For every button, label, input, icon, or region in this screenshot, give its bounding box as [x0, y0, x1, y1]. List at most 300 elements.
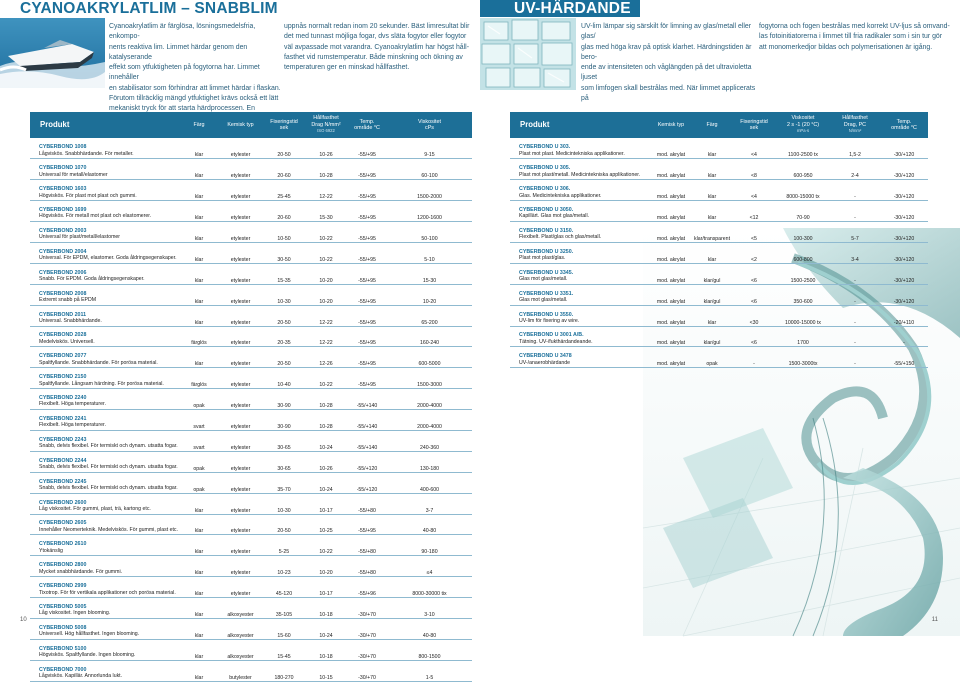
fixtime-cell: 30-50 — [263, 242, 305, 263]
visc-cell: 1500-2000 — [387, 180, 472, 201]
fixtime-cell: 30-90 — [263, 410, 305, 431]
fixtime-cell: <4 — [732, 180, 776, 201]
temp-cell: -30/+120 — [880, 284, 928, 305]
product-cell — [30, 347, 180, 368]
strength-cell: 10-28 — [305, 410, 347, 431]
table-row — [510, 284, 928, 305]
fixtime-cell: 10-30 — [263, 493, 305, 514]
strength-cell: 10-15 — [305, 660, 347, 681]
chemtype-cell: etylester — [218, 305, 263, 326]
strength-cell: 10-28 — [305, 159, 347, 180]
product-cell — [30, 263, 180, 284]
strength-label: Hållfasthet Drag N/mm² — [311, 115, 341, 128]
strength-cell: 10-18 — [305, 639, 347, 660]
strength-cell: 10-20 — [305, 263, 347, 284]
chemtype-cell: etylester — [218, 556, 263, 577]
color-cell: klar/gul — [692, 326, 732, 347]
strength-cell: 10-28 — [305, 389, 347, 410]
temp-cell: -55/+140 — [347, 410, 387, 431]
product-cell — [510, 242, 650, 263]
product-description: Ytokänslig — [39, 547, 63, 554]
fixtime-cell: 15-45 — [263, 639, 305, 660]
table-row — [30, 556, 472, 577]
visc-cell: 9-15 — [387, 138, 472, 159]
product-cell — [30, 639, 180, 660]
fixtime-cell: <6 — [732, 284, 776, 305]
strength-cell: 10-20 — [305, 284, 347, 305]
chemtype-cell: mod. akrylat — [650, 326, 692, 347]
product-cell — [30, 577, 180, 598]
table-row — [510, 347, 928, 368]
product-description: Flexibelt. Plast/glas och glas/metall. — [519, 234, 602, 241]
product-cell — [30, 201, 180, 222]
product-description: Snabb, delvis flexibel. För termiskt och dynam. utsatta fogar. — [39, 464, 178, 471]
table-row — [30, 222, 472, 243]
visc-cell: 1-5 — [387, 660, 472, 681]
fixtime-cell: 10-30 — [263, 284, 305, 305]
color-cell: klar — [692, 159, 732, 180]
product-cell — [510, 284, 650, 305]
product-cell — [30, 598, 180, 619]
color-cell: klar — [180, 660, 218, 681]
strength-cell: 10-22 — [305, 222, 347, 243]
visc-cell: 1100-2500 tx — [776, 138, 830, 159]
col-header-temp: Temp. område °C — [880, 112, 928, 138]
temp-cell: -55/+95 — [347, 326, 387, 347]
temp-cell: -30/+70 — [347, 660, 387, 681]
product-cell — [30, 556, 180, 577]
table-row — [30, 159, 472, 180]
product-description: Kapillärt. Glas mot glas/metall. — [519, 213, 590, 220]
page-title: CYANOAKRYLATLIM – SNABBLIM — [20, 0, 278, 17]
visc-cell: 240-360 — [387, 430, 472, 451]
chemtype-cell: mod. akrylat — [650, 201, 692, 222]
fixtime-cell: 15-35 — [263, 263, 305, 284]
visc-cell: 5-10 — [387, 242, 472, 263]
product-description: Låg viskositet. Ingen blooming. — [39, 610, 111, 617]
color-cell: klar — [180, 514, 218, 535]
fixtime-cell: 180-270 — [263, 660, 305, 681]
chemtype-cell: alkoxyester — [218, 639, 263, 660]
table-row — [30, 598, 472, 619]
col-header-fixtime: Fixeringstid sek — [263, 112, 305, 138]
color-cell: klar — [180, 263, 218, 284]
strength-cell: 10-25 — [305, 514, 347, 535]
visc-cell: 1500-3000 — [387, 368, 472, 389]
strength-cell: 12-26 — [305, 347, 347, 368]
temp-cell: -30/+120 — [880, 263, 928, 284]
strength-cell: 10-26 — [305, 138, 347, 159]
product-cell — [30, 284, 180, 305]
table-row — [30, 138, 472, 159]
col-header-product: Produkt — [30, 112, 180, 138]
product-description: Snabb, delvis flexibel. För termiskt och dynam. utsatta fogar. — [39, 485, 178, 492]
table-row — [30, 472, 472, 493]
chemtype-cell: etylester — [218, 472, 263, 493]
product-name: CYBERBOND 2028 — [39, 332, 87, 339]
fixtime-cell: <8 — [732, 159, 776, 180]
product-cell — [30, 410, 180, 431]
table-row — [510, 201, 928, 222]
product-name: CYBERBOND 2800 — [39, 562, 87, 569]
right-page — [480, 0, 960, 636]
fixtime-cell: 20-50 — [263, 514, 305, 535]
color-cell: klar — [180, 138, 218, 159]
product-name: CYBERBOND 1070 — [39, 165, 87, 172]
color-cell: klar/gul — [692, 263, 732, 284]
col-header-chemtype: Kemisk typ — [650, 112, 692, 138]
table-row — [30, 430, 472, 451]
visc-cell: 2000-4000 — [387, 410, 472, 431]
fixtime-cell: 20-60 — [263, 159, 305, 180]
product-description: Plast mot plast. Medicintekniska applikationer. — [519, 150, 625, 157]
product-cell — [30, 159, 180, 180]
visc-cell: 800-1500 — [387, 639, 472, 660]
temp-cell: -30/+70 — [347, 618, 387, 639]
page-number: 10 — [20, 617, 27, 623]
fixtime-cell: <12 — [732, 201, 776, 222]
page-title: UV-HÄRDANDE — [480, 0, 640, 17]
product-name: CYBERBOND U 3351. — [519, 290, 574, 297]
color-cell: svart — [180, 410, 218, 431]
col-header-color: Färg — [180, 112, 218, 138]
chemtype-cell: etylester — [218, 284, 263, 305]
temp-cell: -55/+80 — [347, 556, 387, 577]
col-header-temp: Temp. område °C — [347, 112, 387, 138]
product-cell — [510, 326, 650, 347]
color-cell: klar — [180, 284, 218, 305]
temp-cell: -55/+150 — [880, 347, 928, 368]
visc-cell: 600-800 — [776, 242, 830, 263]
visc-cell: 10-20 — [387, 284, 472, 305]
chemtype-cell: alkoxyester — [218, 598, 263, 619]
color-cell: klar — [180, 577, 218, 598]
fixtime-cell: 10-40 — [263, 368, 305, 389]
color-cell: klar — [180, 242, 218, 263]
chemtype-cell: etylester — [218, 451, 263, 472]
strength-cell: 10-18 — [305, 598, 347, 619]
chemtype-cell: butylester — [218, 660, 263, 681]
visc-cell: 1500-2500 — [776, 263, 830, 284]
strength-standard: ISO 6922 — [317, 128, 335, 134]
product-name: CYBERBOND U 3150. — [519, 227, 574, 234]
color-cell: opak — [692, 347, 732, 368]
color-cell: klar — [180, 556, 218, 577]
product-name: CYBERBOND U 3001 A/B. — [519, 332, 584, 339]
strength-cell: 2-4 — [830, 159, 880, 180]
table-row — [510, 326, 928, 347]
product-description: Flexibelt. Höga temperaturer. — [39, 422, 106, 429]
strength-cell: - — [830, 201, 880, 222]
intro-text-col1: Cyanoakrylatlim är färglösa, lösningsmedelsfria, enkompo- nents reaktiva lim. Limmet härdar genom den katalyserande effekt som ytfuktigheten på fogytorna har. Limmet innehåller en stabilisator som förhindrar att limmet härdar i flaskan. Förutom tillräcklig mängd ytfuktighet krävs också ett lätt mekaniskt tryck för att starta härdprocessen. En — [109, 23, 281, 113]
table-row — [30, 242, 472, 263]
temp-cell: -55/+96 — [347, 577, 387, 598]
chemtype-cell: mod. akrylat — [650, 347, 692, 368]
product-description: Spaltfyllande. Snabbhärdande. För porösa material. — [39, 359, 158, 366]
strength-cell: 3-4 — [830, 242, 880, 263]
intro-text-col2: fogytorna och fogen bestrålas med korrekt UV-ljus så omvand- las fotoinitiatorerna i limmet till fria radikaler som i sin tur gör att monomerkedjor bildas och polymerisationen är igång. — [759, 23, 950, 51]
cyanoacrylate-table — [30, 112, 472, 682]
product-name: CYBERBOND 2600 — [39, 499, 87, 506]
color-cell: klar — [180, 222, 218, 243]
chemtype-cell: etylester — [218, 493, 263, 514]
color-cell: klar — [180, 535, 218, 556]
product-name: CYBERBOND 2004 — [39, 248, 87, 255]
strength-cell: 1,5-2 — [830, 138, 880, 159]
color-cell: opak — [180, 389, 218, 410]
product-description: Högviskös. För plast mot plast och gummi. — [39, 192, 137, 199]
visc-cell: 400-600 — [387, 472, 472, 493]
product-cell — [510, 159, 650, 180]
table-row — [30, 451, 472, 472]
chemtype-cell: etylester — [218, 138, 263, 159]
color-cell: klar — [180, 201, 218, 222]
visc-cell: 100-300 — [776, 222, 830, 243]
product-description: Tixotrop. För för vertikala applikationer och porösa material. — [39, 589, 176, 596]
color-cell: klar — [180, 618, 218, 639]
fixtime-cell: 15-60 — [263, 618, 305, 639]
product-name: CYBERBOND 2011 — [39, 311, 87, 318]
product-name: CYBERBOND U 306. — [519, 186, 571, 193]
product-cell — [30, 430, 180, 451]
chemtype-cell: etylester — [218, 410, 263, 431]
strength-cell: 12-22 — [305, 326, 347, 347]
chemtype-cell: etylester — [218, 514, 263, 535]
chemtype-cell: etylester — [218, 159, 263, 180]
table-row — [30, 618, 472, 639]
page-number: 11 — [931, 617, 938, 623]
table-row — [30, 305, 472, 326]
color-cell: klar — [180, 347, 218, 368]
table-row — [30, 368, 472, 389]
product-name: CYBERBOND 2605 — [39, 520, 87, 527]
fixtime-cell: - — [732, 347, 776, 368]
glass-blocks-photo — [480, 18, 576, 90]
product-cell — [510, 347, 650, 368]
product-name: CYBERBOND 1008 — [39, 144, 87, 151]
color-cell: färglös — [180, 368, 218, 389]
chemtype-cell: etylester — [218, 326, 263, 347]
product-cell — [510, 180, 650, 201]
color-cell: klar — [692, 201, 732, 222]
product-name: CYBERBOND U 3550. — [519, 311, 574, 318]
table-row — [510, 242, 928, 263]
cyanoacrylate-rows — [30, 138, 472, 681]
table-row — [30, 639, 472, 660]
uv-curing-rows — [510, 138, 928, 368]
temp-cell: -55/+95 — [347, 201, 387, 222]
table-row — [510, 180, 928, 201]
visc-cell: 40-80 — [387, 514, 472, 535]
chemtype-cell: etylester — [218, 535, 263, 556]
product-cell — [30, 138, 180, 159]
fixtime-cell: 20-50 — [263, 347, 305, 368]
col-header-visc — [776, 112, 830, 138]
color-cell: klar — [180, 180, 218, 201]
temp-cell: -30/+120 — [880, 159, 928, 180]
visc-cell: 2000-4000 — [387, 389, 472, 410]
color-cell: klar — [180, 493, 218, 514]
product-cell — [30, 180, 180, 201]
product-description: Glas. Medicintekniska applikationer. — [519, 192, 602, 199]
product-name: CYBERBOND 2077 — [39, 353, 87, 360]
chemtype-cell: etylester — [218, 263, 263, 284]
temp-cell: -20/+110 — [880, 305, 928, 326]
color-cell: klar — [692, 138, 732, 159]
temp-cell: -55/+95 — [347, 159, 387, 180]
strength-label: Hållfasthet Drag, PC — [842, 115, 868, 128]
product-name: CYBERBOND 2240 — [39, 395, 87, 402]
strength-cell: 10-22 — [305, 242, 347, 263]
visc-cell: 15-30 — [387, 263, 472, 284]
fixtime-cell: 45-120 — [263, 577, 305, 598]
chemtype-cell: mod. akrylat — [650, 138, 692, 159]
fixtime-cell: 35-105 — [263, 598, 305, 619]
chemtype-cell: etylester — [218, 389, 263, 410]
product-cell — [30, 222, 180, 243]
temp-cell: -30/+120 — [880, 180, 928, 201]
intro-text-col2: uppnås normalt redan inom 20 sekunder. Bäst limresultat blir det med tunnast möjliga fogar, dvs släta fogytor eller fogytor väl avpassade mot varandra. Cyanoakrylatlim har högst håll- fasthet vid rumstemperatur. Både minskning och ökning av temperaturen ger en minskad hållfasthet. — [284, 23, 470, 72]
table-row — [510, 159, 928, 180]
color-cell: opak — [180, 472, 218, 493]
table-row — [30, 535, 472, 556]
product-description: Innehåller Neomerteknik. Medelviskös. För gummi, plast etc. — [39, 526, 178, 533]
product-description: Glas mot glas/metall. — [519, 297, 568, 304]
fixtime-cell: 20-35 — [263, 326, 305, 347]
color-cell: klar — [180, 598, 218, 619]
visc-cell: 1200-1600 — [387, 201, 472, 222]
fixtime-cell: <2 — [732, 242, 776, 263]
product-name: CYBERBOND 7000 — [39, 666, 87, 673]
product-cell — [30, 493, 180, 514]
col-header-chemtype: Kemisk typ — [218, 112, 263, 138]
product-name: CYBERBOND U 3345. — [519, 269, 574, 276]
strength-cell: 15-30 — [305, 201, 347, 222]
temp-cell: -55/+95 — [347, 305, 387, 326]
product-name: CYBERBOND 2008 — [39, 290, 87, 297]
visc-cell: 130-180 — [387, 451, 472, 472]
table-row — [510, 305, 928, 326]
product-description: Universal för plast/metall/elastomer — [39, 234, 121, 241]
strength-cell: - — [830, 263, 880, 284]
product-name: CYBERBOND 5008 — [39, 624, 87, 631]
fixtime-cell: 20-50 — [263, 138, 305, 159]
product-name: CYBERBOND U 3050. — [519, 207, 574, 214]
product-cell — [30, 305, 180, 326]
product-cell — [30, 368, 180, 389]
product-name: CYBERBOND U 3478 — [519, 353, 572, 360]
strength-cell: 5-7 — [830, 222, 880, 243]
strength-unit: N/mm² — [848, 128, 862, 134]
table-row — [510, 263, 928, 284]
product-name: CYBERBOND 2610 — [39, 541, 87, 548]
strength-cell: 10-26 — [305, 451, 347, 472]
color-cell: klar — [692, 180, 732, 201]
table-row — [30, 410, 472, 431]
table-row — [30, 201, 472, 222]
color-cell: klar — [180, 305, 218, 326]
color-cell: klar — [692, 242, 732, 263]
visc-cell: 600-950 — [776, 159, 830, 180]
table-row — [30, 347, 472, 368]
visc-cell: 8000-15000 tx — [776, 180, 830, 201]
visc-cell: 90-180 — [387, 535, 472, 556]
product-description: Snabb. För EPDM. Goda åldringsegenskaper. — [39, 276, 145, 283]
table-row — [30, 514, 472, 535]
product-cell — [30, 326, 180, 347]
product-name: CYBERBOND U 305. — [519, 165, 571, 172]
chemtype-cell: mod. akrylat — [650, 263, 692, 284]
chemtype-cell: mod. akrylat — [650, 284, 692, 305]
visc-cell: 1700 — [776, 326, 830, 347]
chemtype-cell: etylester — [218, 577, 263, 598]
fixtime-cell: <6 — [732, 326, 776, 347]
product-name: CYBERBOND 2244 — [39, 457, 87, 464]
product-description: Flexibelt. Höga temperaturer. — [39, 401, 106, 408]
temp-cell: -55/+95 — [347, 222, 387, 243]
table-row — [30, 389, 472, 410]
visc-cell: 160-240 — [387, 326, 472, 347]
visc-cell: 1500-3000tx — [776, 347, 830, 368]
product-cell — [510, 263, 650, 284]
table-row — [30, 263, 472, 284]
product-description: Universal för metall/elastomer — [39, 171, 108, 178]
temp-cell: -55/+140 — [347, 430, 387, 451]
strength-cell: - — [830, 326, 880, 347]
product-description: Mycket snabbhärdande. För gummi. — [39, 568, 123, 575]
product-name: CYBERBOND 2999 — [39, 583, 87, 590]
color-cell: klar — [692, 305, 732, 326]
strength-cell: 10-24 — [305, 472, 347, 493]
fixtime-cell: 30-65 — [263, 430, 305, 451]
temp-cell: -55/+95 — [347, 347, 387, 368]
product-description: Universal. Snabbhärdande. — [39, 317, 102, 324]
fixtime-cell: 30-65 — [263, 451, 305, 472]
visc-cell: 8000-30000 tix — [387, 577, 472, 598]
table-row — [30, 577, 472, 598]
product-name: CYBERBOND U 3250. — [519, 248, 574, 255]
product-description: Högviskös. Spaltfyllande. Ingen blooming. — [39, 652, 136, 659]
fixtime-cell: <30 — [732, 305, 776, 326]
temp-cell: -55/+95 — [347, 514, 387, 535]
product-cell — [30, 389, 180, 410]
product-name: CYBERBOND 2241 — [39, 415, 87, 422]
strength-cell: 10-20 — [305, 556, 347, 577]
chemtype-cell: etylester — [218, 430, 263, 451]
temp-cell: -30/+120 — [880, 138, 928, 159]
product-name: CYBERBOND 2243 — [39, 436, 87, 443]
chemtype-cell: mod. akrylat — [650, 305, 692, 326]
temp-cell: -55/+120 — [347, 472, 387, 493]
strength-cell: 10-24 — [305, 430, 347, 451]
product-description: Högviskös. För metall mot plast och elastomerer. — [39, 213, 152, 220]
visc-cell: 600-5000 — [387, 347, 472, 368]
temp-cell: -30/+120 — [880, 201, 928, 222]
uv-curing-table — [510, 112, 928, 368]
visc-label: Viskositet 2 s -1 (20 °C) — [786, 115, 820, 128]
visc-cell: 10000-15000 tx — [776, 305, 830, 326]
product-cell — [510, 138, 650, 159]
temp-cell: -55/+95 — [347, 368, 387, 389]
product-name: CYBERBOND 1603 — [39, 186, 87, 193]
visc-cell: 40-80 — [387, 618, 472, 639]
strength-cell: - — [830, 180, 880, 201]
temp-cell: -55/+95 — [347, 138, 387, 159]
product-description: Glas mot glas/metall. — [519, 276, 568, 283]
col-header-strength — [305, 112, 347, 138]
product-description: Låg viskositet. För gummi, plast, trä, kartong etc. — [39, 505, 151, 512]
strength-cell: 10-22 — [305, 535, 347, 556]
